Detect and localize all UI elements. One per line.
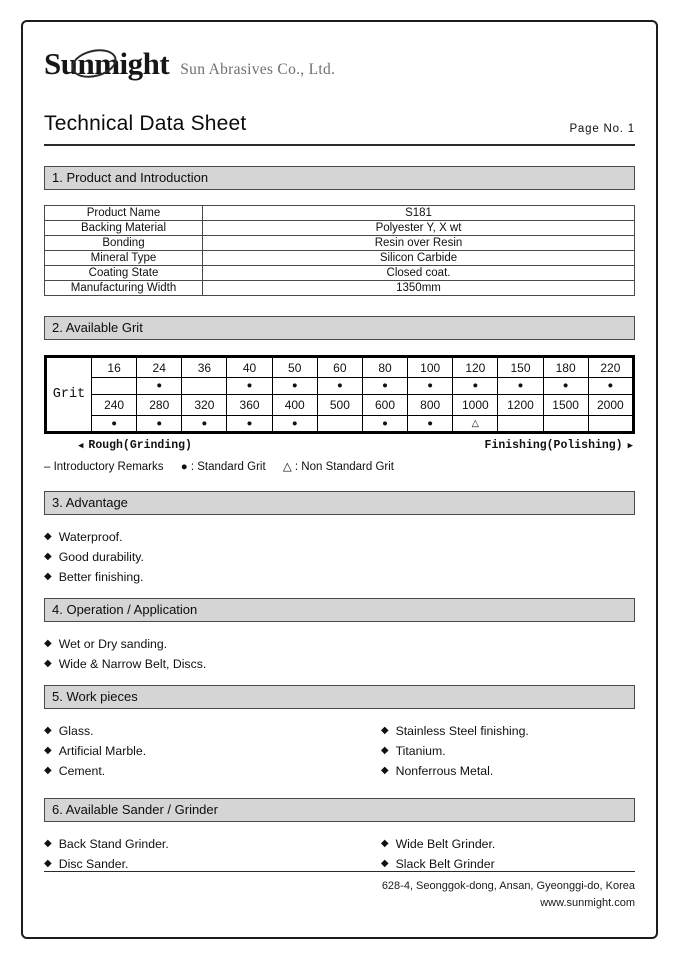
page-border-frame: [21, 20, 658, 939]
list-item: [44, 530, 635, 544]
section-header-workpieces: 5. Work pieces: [44, 685, 635, 709]
grit-mark-cell: ●: [408, 378, 453, 395]
table-row: [45, 206, 635, 221]
grit-mark-cell: ●: [182, 416, 227, 433]
grit-mark-cell: ●: [408, 416, 453, 433]
grit-value-cell: 500: [317, 395, 362, 416]
grit-row-label: Grit: [46, 357, 92, 433]
list-item-label: Wide Belt Grinder.: [395, 837, 496, 851]
grit-value-cell: 1000: [453, 395, 498, 416]
diamond-bullet-icon: ◆: [44, 725, 52, 736]
diamond-bullet-icon: ◆: [44, 765, 52, 776]
list-item: [44, 570, 635, 584]
grit-value-cell: 24: [137, 357, 182, 378]
grit-mark-cell: [182, 378, 227, 395]
table-row: [45, 281, 635, 296]
finishing-polishing-label: Finishing(Polishing): [484, 439, 623, 452]
list-item-label: Nonferrous Metal.: [395, 764, 494, 778]
page-number: Page No. 1: [569, 123, 635, 135]
grit-mark-cell: ●: [362, 378, 407, 395]
grit-mark-cell: ●: [227, 416, 272, 433]
grit-mark-cell: ●: [137, 378, 182, 395]
grit-value-cell: 320: [182, 395, 227, 416]
grit-value-cell: 1500: [543, 395, 588, 416]
section-header-advantage: 3. Advantage: [44, 491, 635, 515]
product-value-cell: Polyester Y, X wt: [203, 221, 635, 236]
section-header-grit: 2. Available Grit: [44, 316, 635, 340]
section-header-operation: 4. Operation / Application: [44, 598, 635, 622]
grit-value-cell: 1200: [498, 395, 543, 416]
grit-value-cell: 100: [408, 357, 453, 378]
diamond-bullet-icon: ◆: [44, 571, 52, 582]
grit-value-cell: 150: [498, 357, 543, 378]
product-label-cell: Mineral Type: [45, 251, 203, 266]
list-item: [44, 724, 381, 738]
list-item-label: Cement.: [58, 764, 106, 778]
grit-value-cell: 220: [588, 357, 633, 378]
list-item-label: Back Stand Grinder.: [58, 837, 169, 851]
grit-mark-cell: [498, 416, 543, 433]
grit-value-cell: 400: [272, 395, 317, 416]
diamond-bullet-icon: ◆: [380, 725, 389, 736]
workpieces-right-list: [381, 724, 635, 784]
list-item: [44, 550, 635, 564]
list-item-label: Disc Sander.: [58, 857, 129, 871]
remarks-intro: – Introductory Remarks: [44, 461, 164, 473]
product-value-cell: 1350mm: [203, 281, 635, 296]
table-row: [45, 266, 635, 281]
grit-row-coarse: [46, 357, 634, 378]
section-header-sander: 6. Available Sander / Grinder: [44, 798, 635, 822]
product-value-cell: Closed coat.: [203, 266, 635, 281]
grit-value-cell: 16: [92, 357, 137, 378]
logo-wordmark: [44, 46, 169, 82]
rough-grinding: [78, 439, 192, 452]
company-address: 628-4, Seonggok-dong, Ansan, Gyeonggi-do, Korea: [381, 880, 635, 892]
grit-mark-cell: ●: [588, 378, 633, 395]
advantage-list: [44, 530, 635, 584]
diamond-bullet-icon: ◆: [44, 551, 52, 562]
grit-value-cell: 180: [543, 357, 588, 378]
table-row: [45, 251, 635, 266]
table-row: [45, 221, 635, 236]
finishing-polishing: [485, 439, 633, 452]
list-item-label: Good durability.: [58, 550, 144, 564]
operation-list: [44, 637, 635, 671]
grit-mark-cell: ●: [317, 378, 362, 395]
rough-grinding-label: Rough(Grinding): [88, 439, 192, 452]
workpieces-columns: [44, 724, 635, 784]
grit-mark-cell: [588, 416, 633, 433]
product-label-cell: Bonding: [45, 236, 203, 251]
grit-legend: [44, 459, 635, 473]
diamond-bullet-icon: ◆: [44, 638, 52, 649]
grit-marks-coarse: [46, 378, 634, 395]
grit-value-cell: 60: [317, 357, 362, 378]
workpieces-left-list: [44, 724, 381, 784]
grit-mark-cell: ●: [453, 378, 498, 395]
grit-mark-cell: ●: [272, 378, 317, 395]
arrow-right-icon: ▶: [627, 440, 633, 451]
list-item: [44, 637, 635, 651]
grit-mark-cell: ●: [543, 378, 588, 395]
list-item: [381, 764, 635, 778]
product-label-cell: Manufacturing Width: [45, 281, 203, 296]
grit-value-cell: 800: [408, 395, 453, 416]
grit-mark-cell: ●: [137, 416, 182, 433]
list-item: [44, 744, 381, 758]
grit-value-cell: 360: [227, 395, 272, 416]
grit-mark-cell: [92, 378, 137, 395]
table-row: [45, 236, 635, 251]
grit-range-labels: [44, 439, 635, 452]
product-label-cell: Product Name: [45, 206, 203, 221]
page-content: [23, 22, 656, 937]
grit-value-cell: 600: [362, 395, 407, 416]
diamond-bullet-icon: ◆: [380, 838, 389, 849]
list-item-label: Wet or Dry sanding.: [58, 637, 168, 651]
list-item-label: Wide & Narrow Belt, Discs.: [58, 657, 207, 671]
grit-row-fine: [46, 395, 634, 416]
grit-mark-cell: ●: [272, 416, 317, 433]
grit-mark-cell: ●: [227, 378, 272, 395]
title-block: [44, 112, 635, 146]
list-item-label: Artificial Marble.: [58, 744, 147, 758]
diamond-bullet-icon: ◆: [44, 745, 52, 756]
diamond-bullet-icon: ◆: [380, 858, 389, 869]
list-item-label: Better finishing.: [58, 570, 144, 584]
list-item: [381, 724, 635, 738]
grit-mark-cell: ●: [92, 416, 137, 433]
grit-mark-cell: [543, 416, 588, 433]
company-website: www.sunmight.com: [540, 896, 635, 909]
grit-value-cell: 120: [453, 357, 498, 378]
list-item: [44, 857, 381, 871]
product-table: [44, 205, 635, 296]
list-item-label: Waterproof.: [58, 530, 123, 544]
list-item-label: Titanium.: [395, 744, 446, 758]
list-item: [381, 744, 635, 758]
list-item-label: Slack Belt Grinder: [395, 857, 495, 871]
list-item: [44, 837, 381, 851]
grit-value-cell: 240: [92, 395, 137, 416]
grit-value-cell: 80: [362, 357, 407, 378]
grit-mark-cell: [317, 416, 362, 433]
list-item: [44, 657, 635, 671]
list-item: [381, 837, 635, 851]
section-header-product: 1. Product and Introduction: [44, 166, 635, 190]
grit-value-cell: 40: [227, 357, 272, 378]
logo-text: Sunmight: [44, 46, 170, 81]
logo: [44, 46, 635, 82]
grit-mark-cell: ●: [362, 416, 407, 433]
list-item: [381, 857, 635, 871]
product-label-cell: Coating State: [45, 266, 203, 281]
grit-value-cell: 50: [272, 357, 317, 378]
diamond-bullet-icon: ◆: [44, 531, 52, 542]
page-title: Technical Data Sheet: [44, 112, 247, 135]
list-item: [44, 764, 381, 778]
product-label-cell: Backing Material: [45, 221, 203, 236]
diamond-bullet-icon: ◆: [44, 658, 52, 669]
diamond-bullet-icon: ◆: [380, 765, 389, 776]
list-item-label: Stainless Steel finishing.: [395, 724, 529, 738]
product-value-cell: Silicon Carbide: [203, 251, 635, 266]
product-value-cell: Resin over Resin: [203, 236, 635, 251]
grit-mark-cell: ●: [498, 378, 543, 395]
diamond-bullet-icon: ◆: [44, 858, 52, 869]
diamond-bullet-icon: ◆: [380, 745, 389, 756]
legend-nonstandard-grit: △ : Non Standard Grit: [282, 461, 394, 473]
arrow-left-icon: ◀: [78, 440, 84, 451]
grit-value-cell: 36: [182, 357, 227, 378]
diamond-bullet-icon: ◆: [44, 838, 52, 849]
grit-table: [44, 355, 635, 434]
grit-value-cell: 2000: [588, 395, 633, 416]
company-name: Sun Abrasives Co., Ltd.: [180, 61, 336, 78]
grit-value-cell: 280: [137, 395, 182, 416]
footer: [44, 871, 635, 911]
product-value-cell: S181: [203, 206, 635, 221]
grit-mark-cell: △: [453, 416, 498, 433]
legend-standard-grit: ● : Standard Grit: [180, 461, 266, 473]
grit-marks-fine: [46, 416, 634, 433]
list-item-label: Glass.: [58, 724, 94, 738]
